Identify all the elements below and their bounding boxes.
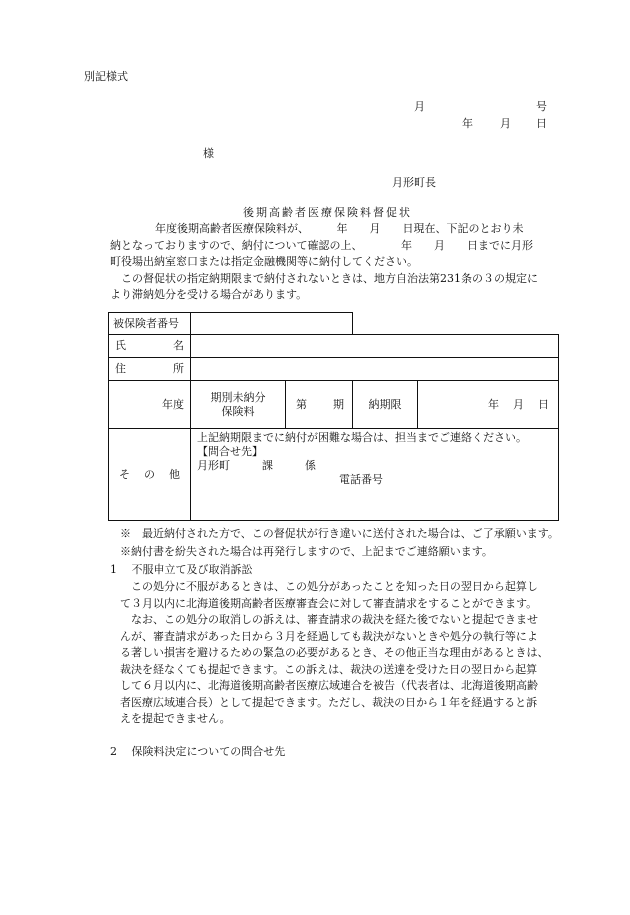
- appeal-line: この処分に不服があるときは、この処分があったことを知った日の翌日から起算し: [120, 580, 538, 593]
- address-value: [191, 358, 559, 381]
- other-label: そ の 他: [109, 429, 191, 521]
- row-insured-number: [109, 313, 559, 335]
- appeal-paragraph: [120, 579, 549, 728]
- intro-line: より滞納処分を受ける場合があります。: [110, 288, 308, 301]
- insured-number-label: 被保険者番号: [109, 313, 191, 335]
- due-date: 年 月 日: [418, 381, 559, 429]
- sender: 月形町長: [392, 176, 436, 189]
- name-label: 氏 名: [109, 335, 191, 358]
- appeal-line: 者医療広域連合長）として提起できます。ただし、裁決の日から１年を経過すると訴: [120, 695, 538, 709]
- unpaid-label: 期別未納分 保険料: [191, 381, 286, 429]
- appeal-line: なお、この処分の取消しの訴えは、審査請求の裁決を経た後でないと提起できませ: [120, 613, 538, 626]
- date-day: 日: [536, 117, 547, 130]
- inquiry-line: 月形町 課 係: [197, 459, 316, 472]
- arrears-table: [108, 312, 559, 521]
- appeal-line: る著しい損害を避けるための緊急の必要があるとき、その他正当な理由があるときは、: [120, 646, 549, 659]
- section-heading-inquiry: 2 保険料決定についての問合せ先: [110, 745, 286, 758]
- doc-number: 号: [536, 100, 547, 113]
- phone-label: 電話番号: [339, 473, 383, 486]
- note-crossed-payment: ※ 最近納付された方で、この督促状が行き違いに送付された場合は、ご了承願います。: [120, 527, 559, 540]
- intro-line: 年度後期高齢者医療保険料が、 年 月 日現在、下記のとおり未: [155, 222, 524, 235]
- fiscal-year-label: 年度: [109, 381, 191, 429]
- appeal-line: して６月以内に、北海道後期高齢者医療広域連合を被告（代表者は、北海道後期高齢: [120, 679, 538, 692]
- inquiry-label: 【問合せ先】: [197, 445, 263, 458]
- intro-paragraph: [110, 221, 538, 304]
- intro-line: この督促状の指定納期限まで納付されないときは、地方自治法第231条の３の規定に: [110, 271, 538, 285]
- form-label: 別記様式: [84, 70, 128, 83]
- addressee: 様: [203, 147, 214, 160]
- intro-line: 町役場出納室窓口または指定金融機関等に納付してください。: [110, 255, 418, 268]
- appeal-line: えを提起できません。: [120, 712, 231, 725]
- appeal-line: んが、審査請求があった日から３月を経過しても裁決がないときや処分の執行等によ: [120, 629, 538, 643]
- address-label: 住 所: [109, 358, 191, 381]
- row-address: [109, 358, 559, 381]
- other-note: 上記納期限までに納付が困難な場合は、担当までご連絡ください。: [197, 431, 527, 444]
- due-label: 納期限: [353, 381, 418, 429]
- insured-number-value: [191, 313, 353, 335]
- appeal-line: て３月以内に北海道後期高齢者医療審査会に対して審査請求をすることができます。: [120, 596, 538, 610]
- row-name: [109, 335, 559, 358]
- appeal-line: 裁決を経なくても提起できます。この訴えは、裁決の送達を受けた日の翌日から起算: [120, 662, 538, 676]
- row-other: [109, 429, 559, 521]
- intro-line: 納となっておりますので、納付について確認の上、 年 月 日までに月形: [110, 238, 534, 252]
- doc-month: 月: [414, 100, 425, 113]
- date-year: 年: [462, 117, 473, 130]
- date-month: 月: [500, 117, 511, 130]
- period-label: 第 期: [286, 381, 353, 429]
- document-title: 後期高齢者医療保険料督促状: [243, 206, 412, 219]
- note-lost-slip: ※納付書を紛失された場合は再発行しますので、上記までご連絡願います。: [120, 545, 493, 558]
- section-heading-appeal: 1 不服申立て及び取消訴訟: [110, 563, 253, 576]
- row-amount: [109, 381, 559, 429]
- other-content: [191, 429, 559, 521]
- name-value: [191, 335, 559, 358]
